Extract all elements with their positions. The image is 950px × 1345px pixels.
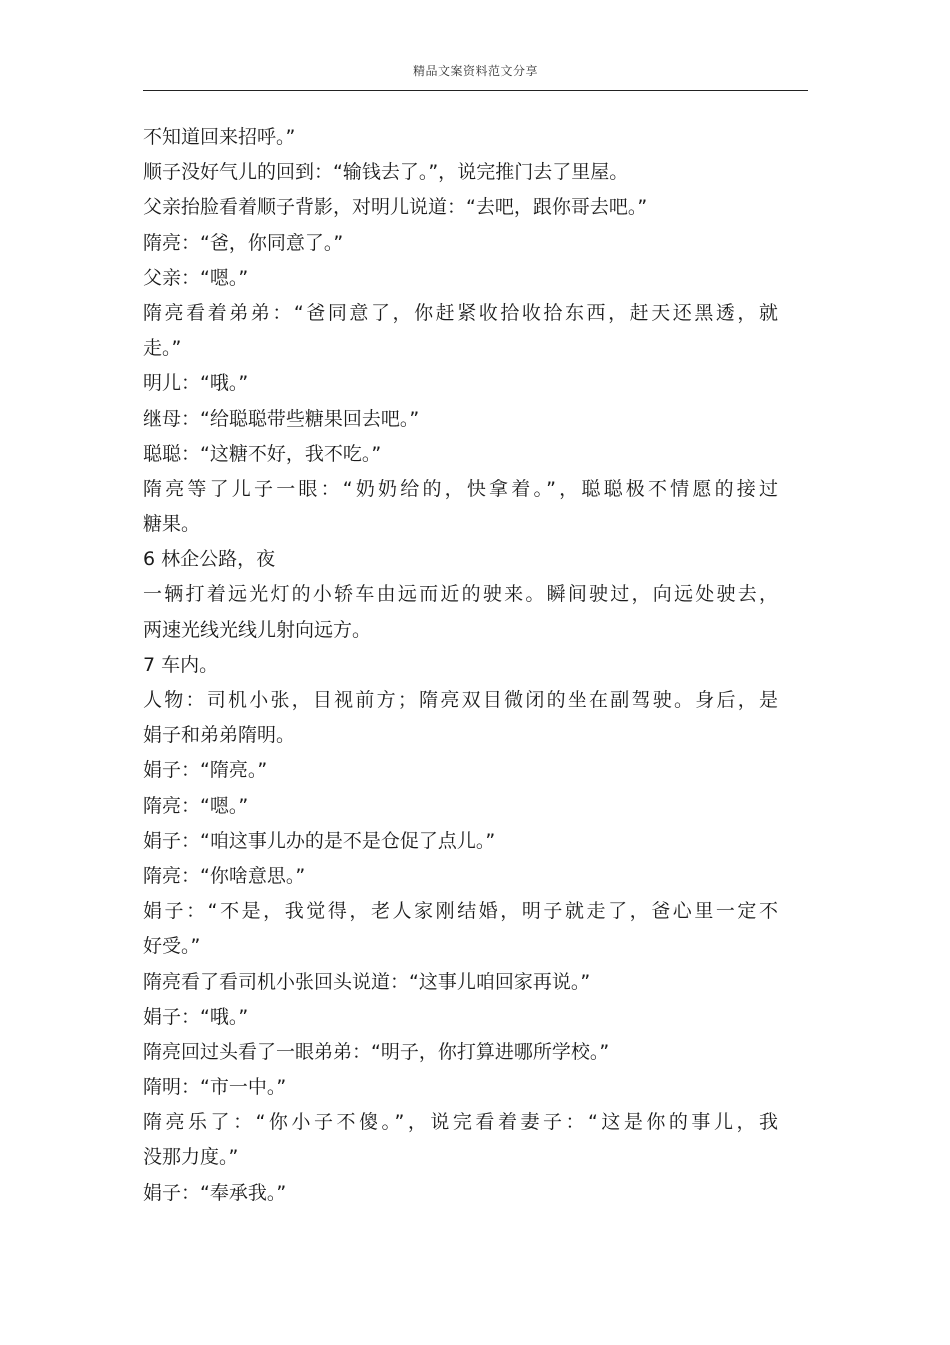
text-line: 娟子和弟弟隋明。 <box>143 724 296 747</box>
text-line: 娟子：“哦。” <box>143 1005 249 1028</box>
text-line: 隋亮：“你啥意思。” <box>143 864 306 887</box>
text-line: 隋亮：“爸，你同意了。” <box>143 231 344 254</box>
text-line: 明儿：“哦。” <box>143 372 249 395</box>
text-line: 隋亮：“嗯。” <box>143 794 249 817</box>
text-line: 两速光线光线儿射向远方。 <box>143 618 372 641</box>
text-line: 好受。” <box>143 935 201 958</box>
text-line: 娟子：“不是，我觉得，老人家刚结婚，明子就走了，爸心里一定不 <box>143 900 778 923</box>
text-line: 顺子没好气儿的回到：“输钱去了。”，说完推门去了里屋。 <box>143 161 629 184</box>
text-line: 不知道回来招呼。” <box>143 126 296 148</box>
header-divider <box>143 90 808 91</box>
text-line: 6 林企公路，夜 <box>143 548 276 571</box>
page-header-title: 精品文案资料范文分享 <box>412 64 538 78</box>
text-line: 没那力度。” <box>143 1146 239 1169</box>
text-line: 父亲抬脸看着顺子背影，对明儿说道：“去吧，跟你哥去吧。” <box>143 196 648 219</box>
text-line: 隋亮回过头看了一眼弟弟：“明子，你打算进哪所学校。” <box>143 1040 610 1063</box>
text-line: 走。” <box>143 337 182 360</box>
text-line: 隋亮看了看司机小张回头说道：“这事儿咱回家再说。” <box>143 970 591 993</box>
text-line: 7 车内。 <box>143 653 219 676</box>
text-line: 隋亮等了儿子一眼：“奶奶给的，快拿着。”，聪聪极不情愿的接过 <box>143 477 778 500</box>
text-line: 继母：“给聪聪带些糖果回去吧。” <box>143 407 420 430</box>
text-line: 糖果。 <box>143 513 201 536</box>
text-line: 隋明：“市一中。” <box>143 1076 287 1099</box>
text-line: 父亲：“嗯。” <box>143 266 249 289</box>
text-line: 娟子：“咱这事儿办的是不是仓促了点儿。” <box>143 829 496 852</box>
text-line: 隋亮看着弟弟：“爸同意了，你赶紧收拾收拾东西，赶天还黑透，就 <box>143 301 778 324</box>
text-line: 隋亮乐了：“你小子不傻。”，说完看着妻子：“这是你的事儿，我 <box>143 1111 778 1134</box>
text-line: 娟子：“隋亮。” <box>143 759 268 782</box>
text-line: 娟子：“奉承我。” <box>143 1181 287 1204</box>
text-line: 人物：司机小张，目视前方；隋亮双目微闭的坐在副驾驶。身后，是 <box>143 689 778 711</box>
text-line: 一辆打着远光灯的小轿车由远而近的驶来。瞬间驶过，向远处驶去， <box>143 583 778 606</box>
text-line: 聪聪：“这糖不好，我不吃。” <box>143 442 382 465</box>
document-body <box>143 120 778 1211</box>
